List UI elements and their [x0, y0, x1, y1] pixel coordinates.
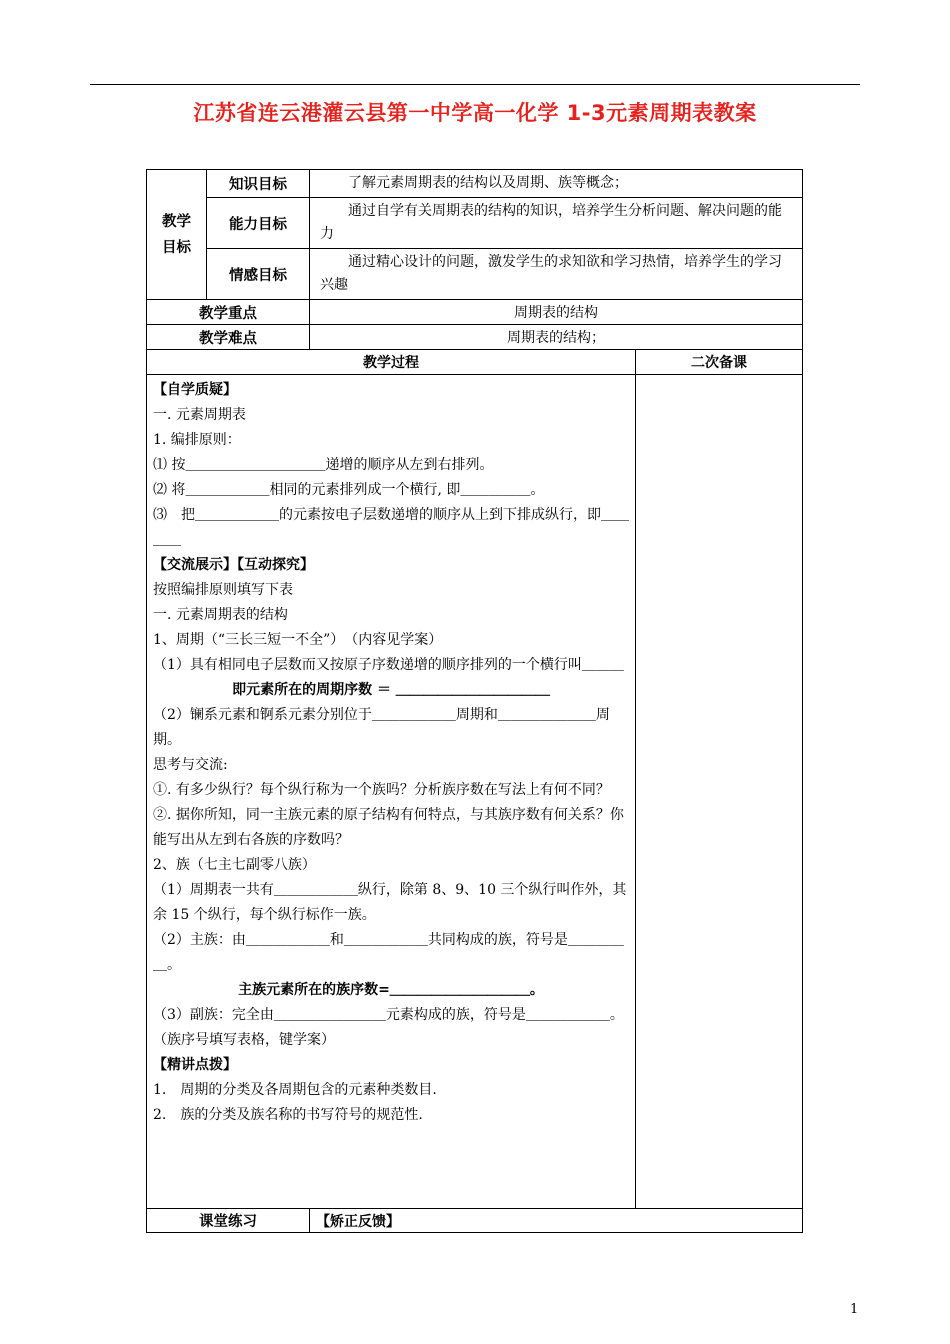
process-line: （1）周期表一共有＿＿＿＿＿＿纵行，除第 8、9、10 三个纵行叫作外，其余 15 个纵行，每个纵行标作一族。	[153, 882, 627, 923]
key-point-row	[147, 300, 803, 325]
objective-text: 通过精心设计的问题，激发学生的求知欲和学习热情，培养学生的学习兴趣	[310, 249, 803, 300]
process-formula: 即元素所在的周期序数 ＝ ＿＿＿＿＿＿＿＿＿＿＿	[232, 682, 550, 698]
objectives-category-line1: 教学	[162, 213, 191, 230]
notes-header: 二次备课	[636, 350, 803, 375]
practice-row	[147, 1209, 803, 1233]
process-content	[147, 375, 636, 1209]
process-header-row	[147, 350, 803, 375]
difficulty-text: 周期表的结构；	[310, 325, 803, 350]
page-title: 江苏省连云港灌云县第一中学高一化学 1-3元素周期表教案	[193, 101, 757, 125]
practice-text: 【矫正反馈】	[310, 1209, 803, 1233]
key-point-label: 教学重点	[147, 300, 310, 325]
process-line: 1、周期（“三长三短一不全”） （内容见学案）	[153, 632, 443, 648]
process-line: 一. 元素周期表	[153, 407, 246, 423]
objective-label: 情感目标	[207, 249, 310, 300]
process-line: 2、族（七主七副零八族）	[153, 857, 316, 873]
process-row	[147, 375, 803, 1209]
objectives-category-cell	[147, 170, 207, 300]
objective-row-ability	[147, 198, 803, 249]
process-line: 1. 周期的分类及各周期包含的元素种类数目.	[153, 1082, 437, 1098]
lesson-plan-table	[146, 169, 803, 1233]
practice-label: 课堂练习	[147, 1209, 310, 1233]
key-point-text: 周期表的结构	[310, 300, 803, 325]
process-line: 按照编排原则填写下表	[153, 582, 293, 598]
process-line: （2）主族：由＿＿＿＿＿＿和＿＿＿＿＿＿共同构成的族，符号是＿＿＿＿＿。	[153, 932, 624, 973]
difficulty-row	[147, 325, 803, 350]
process-line: 一. 元素周期表的结构	[153, 607, 288, 623]
section-heading: 【交流展示】【互动探究】	[153, 557, 314, 573]
process-line: ⑴ 按＿＿＿＿＿＿＿＿＿＿递增的顺序从左到右排列。	[153, 457, 494, 473]
page-number: 1	[850, 1302, 859, 1317]
process-line: ①. 有多少纵行？每个纵行称为一个族吗？分析族序数在写法上有何不同？	[153, 782, 610, 798]
header-rule	[90, 84, 860, 85]
process-line: 思考与交流:	[153, 757, 228, 773]
objective-row-emotion	[147, 249, 803, 300]
objective-row-knowledge	[147, 170, 803, 198]
process-line: 2. 族的分类及族名称的书写符号的规范性.	[153, 1107, 423, 1123]
objective-label: 能力目标	[207, 198, 310, 249]
process-line: ②. 据你所知，同一主族元素的原子结构有何特点，与其族序数有何关系？你能写出从左到右各族的序数吗？	[153, 807, 624, 848]
process-line: ⑵ 将＿＿＿＿＿＿相同的元素排列成一个横行, 即＿＿＿＿＿。	[153, 482, 545, 498]
difficulty-label: 教学难点	[147, 325, 310, 350]
objective-label: 知识目标	[207, 170, 310, 198]
process-line: （2）镧系元素和锕系元素分别位于＿＿＿＿＿＿周期和＿＿＿＿＿＿＿周期。	[153, 707, 610, 748]
process-line: （1）具有相同电子层数而又按原子序数递增的顺序排列的一个横行叫＿＿＿	[153, 657, 624, 673]
section-heading: 【自学质疑】	[153, 382, 237, 398]
section-heading: 【精讲点拨】	[153, 1057, 237, 1073]
process-line: （族序号填写表格，键学案）	[153, 1032, 335, 1048]
process-line: ⑶ 把＿＿＿＿＿＿的元素按电子层数递增的顺序从上到下排成纵行，即＿＿＿＿	[153, 507, 629, 548]
process-header: 教学过程	[147, 350, 636, 375]
objective-text: 通过自学有关周期表的结构的知识，培养学生分析问题、解决问题的能力	[310, 198, 803, 249]
notes-cell	[636, 375, 803, 1209]
process-line: 1. 编排原则：	[153, 432, 241, 448]
process-line: （3）副族：完全由＿＿＿＿＿＿＿＿元素构成的族，符号是＿＿＿＿＿＿。	[153, 1007, 624, 1023]
objectives-category-line2: 目标	[162, 239, 191, 256]
process-formula: 主族元素所在的族序数=＿＿＿＿＿＿＿＿＿＿。	[238, 982, 544, 998]
objective-text: 了解元素周期表的结构以及周期、族等概念；	[310, 170, 803, 198]
